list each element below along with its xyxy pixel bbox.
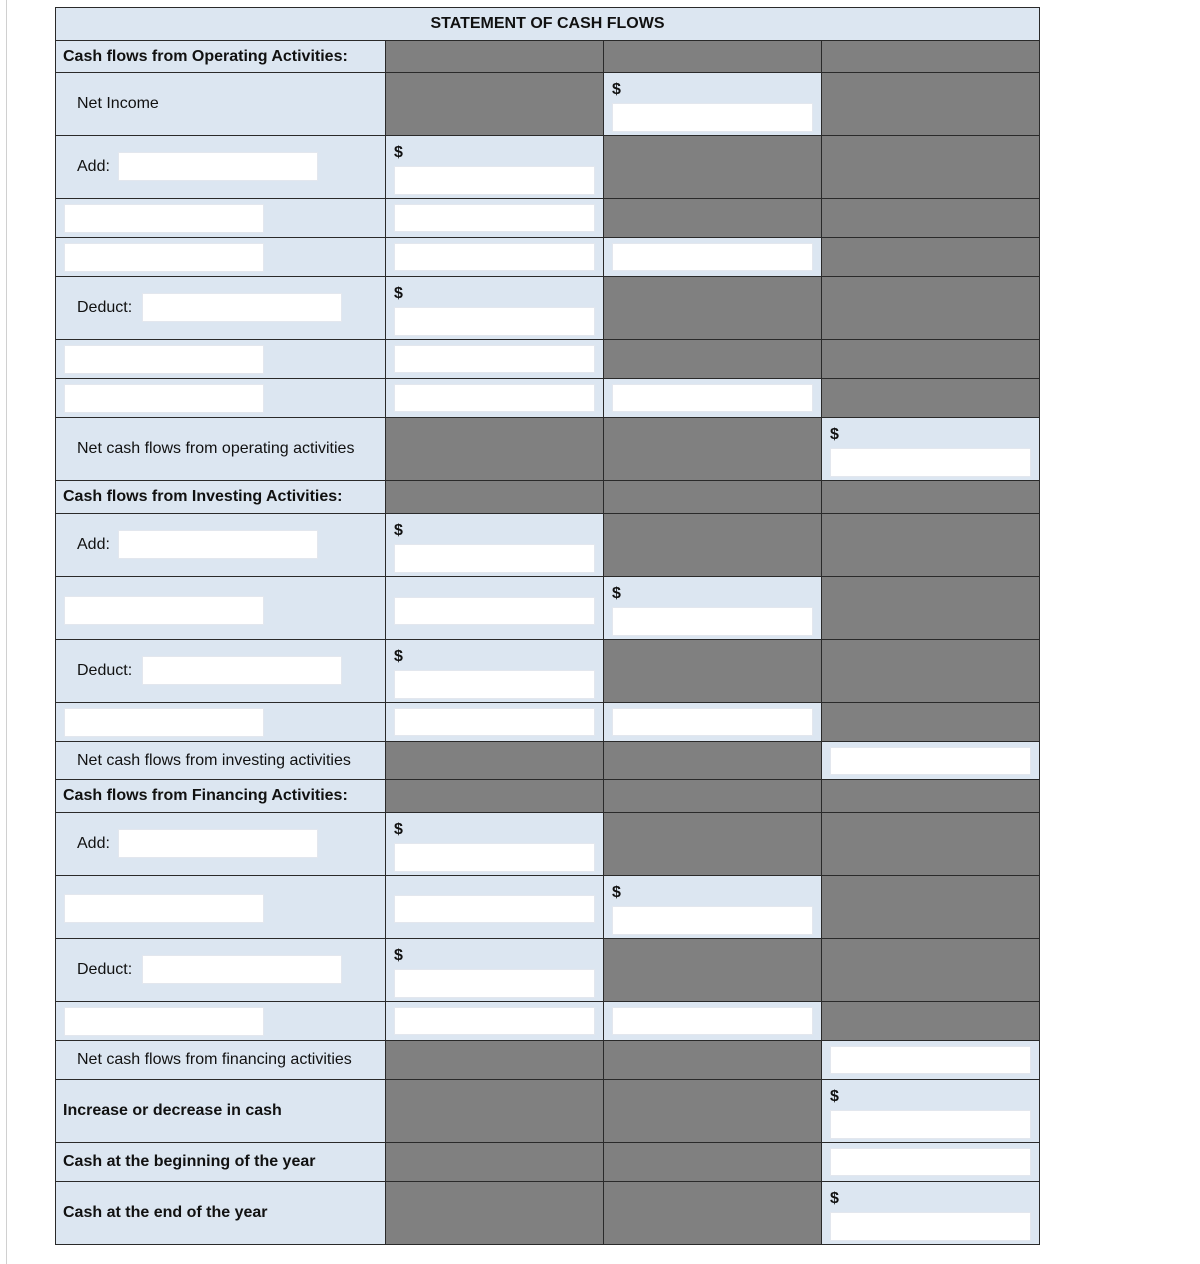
- disabled-cell: [386, 41, 604, 73]
- disabled-cell: [822, 780, 1040, 813]
- operating-activities-heading: Cash flows from Operating Activities:: [63, 47, 348, 65]
- cash-beginning-row: [56, 1143, 1040, 1182]
- disabled-cell: [386, 742, 604, 780]
- investing-deduct-amount-input[interactable]: [394, 670, 595, 699]
- dollar-sign: $: [830, 1088, 839, 1105]
- dollar-sign: $: [394, 144, 403, 161]
- operating-add-amount-input[interactable]: [394, 166, 595, 195]
- financing-deduct-description-input[interactable]: [64, 1007, 264, 1036]
- investing-deduct-row-2: [56, 703, 1040, 742]
- page-left-rule: [6, 0, 7, 1264]
- financing-deduct-amount-input[interactable]: [394, 1007, 595, 1035]
- operating-deduct-amount-input[interactable]: [394, 384, 595, 412]
- disabled-cell: [604, 1080, 822, 1143]
- disabled-cell: [822, 703, 1040, 742]
- operating-deduct-total-input[interactable]: [612, 384, 813, 412]
- financing-deduct-amount-input[interactable]: [394, 969, 595, 998]
- disabled-cell: [822, 640, 1040, 703]
- increase-decrease-label: Increase or decrease in cash: [63, 1102, 282, 1119]
- investing-activities-heading: Cash flows from Investing Activities:: [63, 488, 343, 505]
- disabled-cell: [822, 1002, 1040, 1041]
- investing-add-description-input[interactable]: [64, 596, 264, 625]
- net-income-label: Net Income: [77, 95, 159, 112]
- operating-add-row-3: [56, 238, 1040, 277]
- disabled-cell: [604, 742, 822, 780]
- add-label: Add:: [77, 158, 110, 175]
- financing-deduct-description-input[interactable]: [142, 955, 342, 984]
- disabled-cell: [822, 340, 1040, 379]
- operating-deduct-amount-input[interactable]: [394, 345, 595, 373]
- disabled-cell: [822, 379, 1040, 418]
- disabled-cell: [386, 1143, 604, 1182]
- financing-deduct-total-input[interactable]: [612, 1007, 813, 1035]
- net-investing-row: [56, 742, 1040, 780]
- investing-deduct-total-input[interactable]: [612, 708, 813, 736]
- disabled-cell: [822, 876, 1040, 939]
- disabled-cell: [386, 780, 604, 813]
- deduct-label: Deduct:: [77, 299, 133, 316]
- dollar-sign: $: [394, 285, 403, 302]
- disabled-cell: [822, 277, 1040, 340]
- disabled-cell: [822, 73, 1040, 136]
- disabled-cell: [822, 238, 1040, 277]
- investing-deduct-row: [56, 640, 1040, 703]
- financing-deduct-row-2: [56, 1002, 1040, 1041]
- increase-decrease-row: [56, 1080, 1040, 1143]
- dollar-sign: $: [394, 821, 403, 838]
- disabled-cell: [822, 813, 1040, 876]
- disabled-cell: [822, 136, 1040, 199]
- financing-add-row-2: [56, 876, 1040, 939]
- financing-add-amount-input[interactable]: [394, 895, 595, 923]
- operating-deduct-description-input[interactable]: [64, 384, 264, 413]
- cash-beginning-label: Cash at the beginning of the year: [63, 1153, 316, 1170]
- disabled-cell: [822, 939, 1040, 1002]
- operating-add-total-input[interactable]: [612, 243, 813, 271]
- investing-add-amount-input[interactable]: [394, 597, 595, 625]
- investing-add-amount-input[interactable]: [394, 544, 595, 573]
- disabled-cell: [604, 1182, 822, 1245]
- statement-title: STATEMENT OF CASH FLOWS: [56, 8, 1040, 41]
- disabled-cell: [822, 481, 1040, 514]
- cash-end-amount-input[interactable]: [830, 1212, 1031, 1241]
- net-income-amount-input[interactable]: [612, 103, 813, 132]
- dollar-sign: $: [830, 1190, 839, 1207]
- disabled-cell: [822, 199, 1040, 238]
- investing-add-row: [56, 514, 1040, 577]
- dollar-sign: $: [394, 522, 403, 539]
- net-operating-label: Net cash flows from operating activities: [77, 440, 355, 457]
- investing-deduct-description-input[interactable]: [64, 708, 264, 737]
- disabled-cell: [822, 514, 1040, 577]
- disabled-cell: [604, 41, 822, 73]
- operating-add-amount-input[interactable]: [394, 204, 595, 232]
- operating-deduct-row-2: [56, 340, 1040, 379]
- disabled-cell: [604, 418, 822, 481]
- increase-decrease-amount-input[interactable]: [830, 1110, 1031, 1139]
- disabled-cell: [604, 640, 822, 703]
- net-investing-amount-input[interactable]: [830, 747, 1031, 775]
- disabled-cell: [604, 939, 822, 1002]
- net-financing-amount-input[interactable]: [830, 1046, 1031, 1074]
- disabled-cell: [604, 340, 822, 379]
- investing-add-total-input[interactable]: [612, 607, 813, 636]
- disabled-cell: [386, 1080, 604, 1143]
- cash-end-row: [56, 1182, 1040, 1245]
- disabled-cell: [822, 577, 1040, 640]
- dollar-sign: $: [612, 585, 621, 602]
- disabled-cell: [822, 41, 1040, 73]
- disabled-cell: [604, 199, 822, 238]
- disabled-cell: [386, 73, 604, 136]
- investing-deduct-description-input[interactable]: [142, 656, 342, 685]
- disabled-cell: [604, 1143, 822, 1182]
- financing-add-row: [56, 813, 1040, 876]
- dollar-sign: $: [612, 81, 621, 98]
- investing-add-description-input[interactable]: [118, 530, 318, 559]
- net-investing-label: Net cash flows from investing activities: [77, 751, 351, 769]
- dollar-sign: $: [612, 884, 621, 901]
- add-label: Add:: [77, 536, 110, 553]
- operating-deduct-amount-input[interactable]: [394, 307, 595, 336]
- cash-end-label: Cash at the end of the year: [63, 1204, 268, 1221]
- investing-header-row: [56, 481, 1040, 514]
- financing-add-amount-input[interactable]: [394, 843, 595, 872]
- operating-add-row-2: [56, 199, 1040, 238]
- financing-add-description-input[interactable]: [118, 829, 318, 858]
- disabled-cell: [604, 813, 822, 876]
- dollar-sign: $: [830, 426, 839, 443]
- operating-add-description-input[interactable]: [118, 152, 318, 181]
- financing-deduct-row: [56, 939, 1040, 1002]
- operating-add-row: [56, 136, 1040, 199]
- operating-deduct-row: [56, 277, 1040, 340]
- operating-deduct-description-input[interactable]: [64, 345, 264, 374]
- financing-header-row: [56, 780, 1040, 813]
- dollar-sign: $: [394, 947, 403, 964]
- operating-add-amount-input[interactable]: [394, 243, 595, 271]
- operating-deduct-row-3: [56, 379, 1040, 418]
- cash-flow-statement-table: [55, 7, 1040, 1245]
- disabled-cell: [386, 1182, 604, 1245]
- net-income-row: [56, 73, 1040, 136]
- net-financing-label: Net cash flows from financing activities: [77, 1051, 352, 1068]
- operating-add-description-input[interactable]: [64, 243, 264, 272]
- net-financing-row: [56, 1041, 1040, 1080]
- disabled-cell: [604, 136, 822, 199]
- disabled-cell: [604, 277, 822, 340]
- disabled-cell: [386, 418, 604, 481]
- operating-header-row: [56, 41, 1040, 73]
- cash-beginning-amount-input[interactable]: [830, 1148, 1031, 1176]
- dollar-sign: $: [394, 648, 403, 665]
- investing-deduct-amount-input[interactable]: [394, 708, 595, 736]
- add-label: Add:: [77, 835, 110, 852]
- operating-deduct-description-input[interactable]: [142, 293, 342, 322]
- disabled-cell: [604, 1041, 822, 1080]
- disabled-cell: [386, 1041, 604, 1080]
- disabled-cell: [604, 481, 822, 514]
- disabled-cell: [386, 481, 604, 514]
- financing-add-description-input[interactable]: [64, 894, 264, 923]
- financing-add-total-input[interactable]: [612, 906, 813, 935]
- operating-add-description-input[interactable]: [64, 204, 264, 233]
- deduct-label: Deduct:: [77, 662, 133, 679]
- title-row: [56, 8, 1040, 41]
- net-operating-row: [56, 418, 1040, 481]
- investing-add-row-2: [56, 577, 1040, 640]
- financing-activities-heading: Cash flows from Financing Activities:: [63, 787, 348, 804]
- disabled-cell: [604, 514, 822, 577]
- disabled-cell: [604, 780, 822, 813]
- deduct-label: Deduct:: [77, 961, 133, 978]
- net-operating-amount-input[interactable]: [830, 448, 1031, 477]
